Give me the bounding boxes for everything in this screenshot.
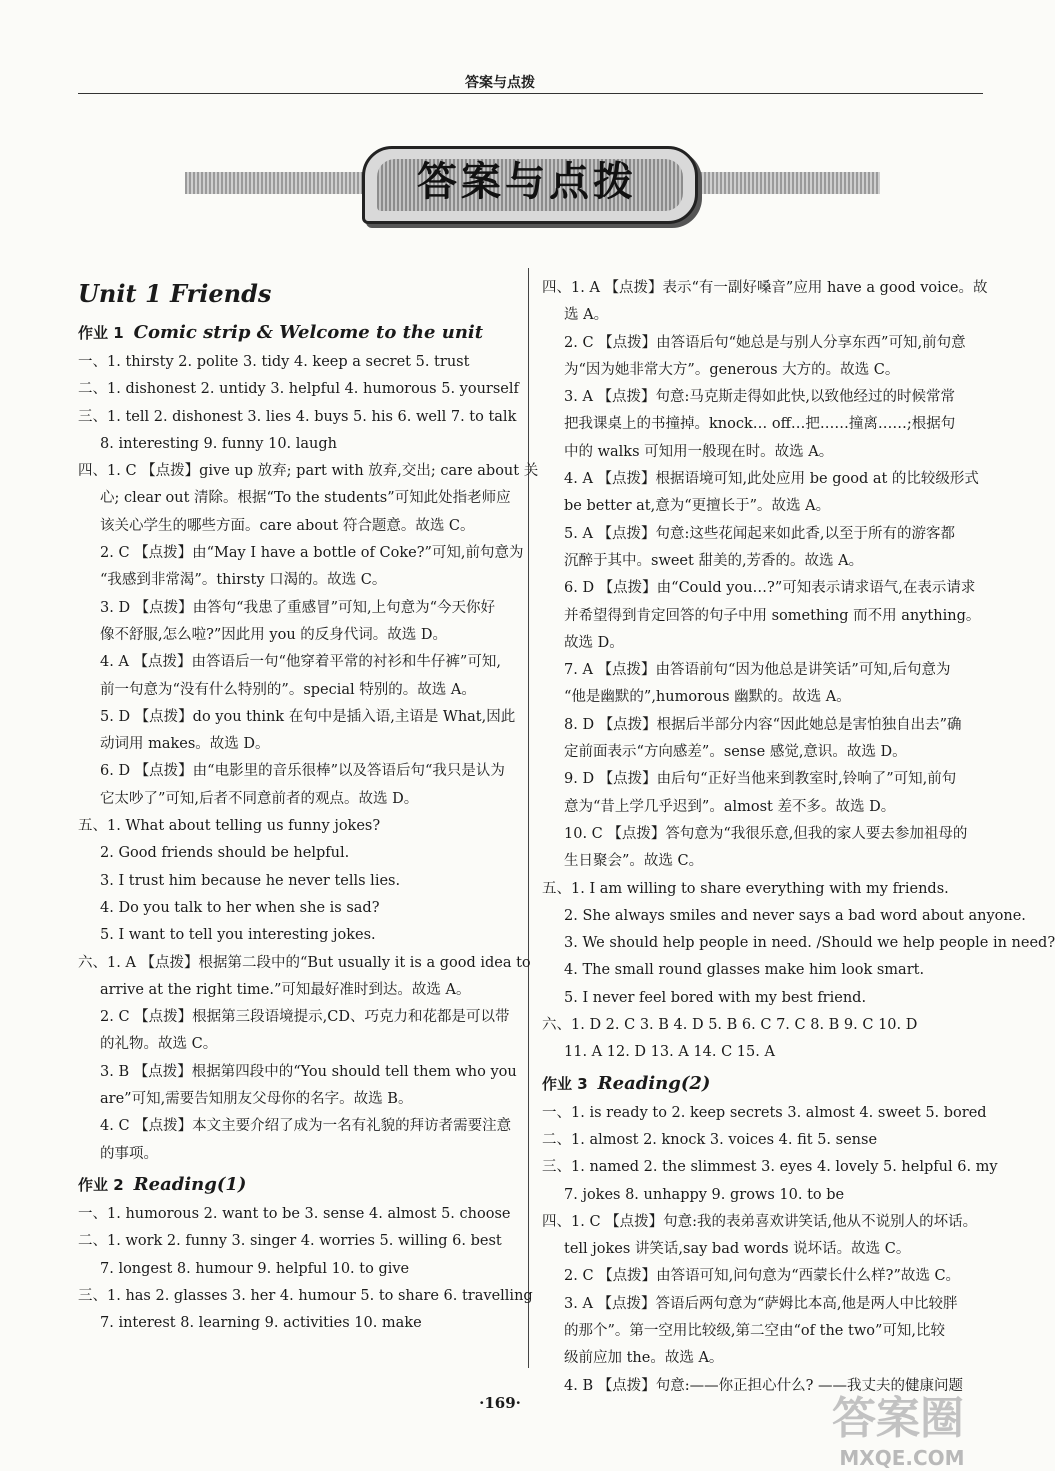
answer-line: 四、1. A 【点拨】表示“有一副好嗓音”应用 have a good voice。故 <box>542 280 988 296</box>
answer-line: 2. Good friends should be helpful. <box>100 845 350 862</box>
right-column <box>542 275 1055 1400</box>
answer-line: 它太吵了”可知,后者不同意前者的观点。故选 D。 <box>100 790 419 807</box>
homework-title: Comic strip & Welcome to the unit <box>133 322 484 343</box>
answer-line: 4. The small round glasses make him look smart. <box>564 962 925 979</box>
answer-line: 7. longest 8. humour 9. helpful 10. to give <box>100 1260 410 1277</box>
answer-line: 4. C 【点拨】本文主要介绍了成为一名有礼貌的拜访者需要注意 <box>100 1118 512 1135</box>
homework-number: 作业 3 <box>542 1074 588 1093</box>
answer-line: 4. A 【点拨】由答语后一句“他穿着平常的衬衫和牛仔裤”可知, <box>100 654 501 671</box>
answer-line: 四、1. C 【点拨】句意:我的表弟喜欢讲笑话,他从不说别人的坏话。 <box>542 1213 978 1230</box>
answer-line: 定前面表示“方向感差”。sense 感觉,意识。故选 D。 <box>564 744 907 761</box>
answer-line: 把我课桌上的书撞掉。knock… off…把……撞离……;根据句 <box>564 416 956 433</box>
answer-line: 三、1. tell 2. dishonest 3. lies 4. buys 5. his 6. well 7. to talk <box>78 408 517 425</box>
answer-line: 像不舒服,怎么啦?”因此用 you 的反身代词。故选 D。 <box>100 626 448 643</box>
answer-line: 8. D 【点拨】根据后半部分内容“因此她总是害怕独自出去”确 <box>564 716 962 733</box>
answer-line: 的那个”。第一空用比较级,第二空由“of the two”可知,比较 <box>564 1322 945 1339</box>
answer-line: 9. D 【点拨】由后句“正好当他来到教室时,铃响了”可知,前句 <box>564 771 957 788</box>
unit-title: Unit 1 Friends <box>78 279 272 308</box>
answer-line: 该关心学生的哪些方面。care about 符合题意。故选 C。 <box>100 517 475 534</box>
answer-line: 六、1. A 【点拨】根据第二段中的“But usually it is a good idea to <box>78 954 531 971</box>
answer-line: 一、1. thirsty 2. polite 3. tidy 4. keep a secret 5. trust <box>78 354 470 370</box>
answer-line: 5. I never feel bored with my best friend. <box>564 989 867 1006</box>
answer-line: 二、1. work 2. funny 3. singer 4. worries 5. willing 6. best <box>78 1233 502 1250</box>
homework-title: Reading(2) <box>597 1072 711 1094</box>
homework-number: 作业 2 <box>78 1175 124 1194</box>
answer-line: 六、1. D 2. C 3. B 4. D 5. B 6. C 7. C 8. B 9. C 10. D <box>542 1017 918 1034</box>
answer-line: 5. D 【点拨】do you think 在句中是插入语,主语是 What,因此 <box>100 708 516 725</box>
answer-line: 2. She always smiles and never says a bad word about anyone. <box>564 907 1026 924</box>
answer-line: 故选 D。 <box>564 634 624 651</box>
homework-title: Reading(1) <box>133 1173 247 1195</box>
answer-line: 4. B 【点拨】句意:——你正担心什么? ——我丈夫的健康问题 <box>564 1377 963 1394</box>
watermark-logo: 答案圈 <box>832 1393 964 1444</box>
header-rule <box>78 93 983 94</box>
page-number: ·169· <box>479 1394 521 1412</box>
homework-number: 作业 1 <box>78 324 124 342</box>
answer-line: 7. A 【点拨】由答语前句“因为他总是讲笑话”可知,后句意为 <box>564 662 951 679</box>
answer-line: 一、1. humorous 2. want to be 3. sense 4. almost 5. choose <box>78 1205 511 1222</box>
answer-line: 二、1. almost 2. knock 3. voices 4. fit 5. sense <box>542 1131 878 1148</box>
answer-line: 沉醉于其中。sweet 甜美的,芳香的。故选 A。 <box>564 552 864 569</box>
answer-line: 中的 walks 可知用一般现在时。故选 A。 <box>564 443 834 460</box>
answer-line: 四、1. C 【点拨】give up 放弃; part with 放弃,交出; care about 关 <box>78 463 539 480</box>
banner-left-bar <box>185 172 365 194</box>
answer-line: be better at,意为“更擅长于”。故选 A。 <box>564 498 831 515</box>
answer-line: 生日聚会”。故选 C。 <box>564 853 704 870</box>
homework-heading <box>542 1073 992 1094</box>
homework-heading <box>78 1174 520 1195</box>
answer-line: 6. D 【点拨】由“Could you…?”可知表示请求语气,在表示请求 <box>564 580 976 597</box>
answer-line: 7. interest 8. learning 9. activities 10. make <box>100 1315 422 1332</box>
watermark-url: MXQE.COM <box>839 1446 965 1470</box>
banner-right-bar <box>700 172 880 194</box>
running-header: 答案与点拨 <box>465 75 535 91</box>
answer-line: “他是幽默的”,humorous 幽默的。故选 A。 <box>564 689 851 706</box>
left-column <box>78 275 539 1337</box>
answer-line: 动词用 makes。故选 D。 <box>100 736 270 753</box>
answer-line: 6. D 【点拨】由“电影里的音乐很棒”以及答语后句“我只是认为 <box>100 763 505 780</box>
answer-line: 3. A 【点拨】答语后两句意为“萨姆比本高,他是两人中比较胖 <box>564 1295 958 1312</box>
answer-line: 五、1. What about telling us funny jokes? <box>78 818 381 835</box>
answer-line: 心; clear out 清除。根据“To the students”可知此处指老师应 <box>100 490 511 507</box>
answer-line: 7. jokes 8. unhappy 9. grows 10. to be <box>564 1186 845 1203</box>
answer-line: arrive at the right time.”可知最好准时到达。故选 A。 <box>100 981 471 998</box>
answer-line: 10. C 【点拨】答句意为“我很乐意,但我的家人要去参加祖母的 <box>564 825 968 842</box>
answer-line: 2. C 【点拨】由答语后句“她总是与别人分享东西”可知,前句意 <box>564 334 966 351</box>
answer-line: 三、1. has 2. glasses 3. her 4. humour 5. to share 6. travelling <box>78 1287 533 1304</box>
answer-line: 3. We should help people in need. /Should we help people in need? <box>564 935 1055 952</box>
answer-line: 五、1. I am willing to share everything with my friends. <box>542 880 949 897</box>
answer-line: tell jokes 讲笑话,say bad words 说坏话。故选 C。 <box>564 1241 911 1258</box>
answer-line: 3. I trust him because he never tells lies. <box>100 872 401 889</box>
homework-heading <box>78 322 520 343</box>
answer-line: 5. I want to tell you interesting jokes. <box>100 927 376 944</box>
answer-line: 选 A。 <box>564 307 609 324</box>
answer-line: 为“因为她非常大方”。generous 大方的。故选 C。 <box>564 361 900 378</box>
answer-line: 的事项。 <box>100 1145 158 1162</box>
banner-title: 答案与点拨 <box>417 159 637 205</box>
answer-line: 3. A 【点拨】句意:马克斯走得如此快,以致他经过的时候常常 <box>564 389 956 406</box>
answer-line: 意为“昔上学几乎迟到”。almost 差不多。故选 D。 <box>564 798 896 815</box>
answer-line: 3. B 【点拨】根据第四段中的“You should tell them who you <box>100 1063 517 1080</box>
answer-line: 2. C 【点拨】由“May I have a bottle of Coke?”可知,前句意为 <box>100 545 524 562</box>
answer-line: 并希望得到肯定回答的句子中用 something 而不用 anything。 <box>564 607 981 624</box>
answer-line: 3. D 【点拨】由答句“我患了重感冒”可知,上句意为“今天你好 <box>100 599 496 616</box>
answer-line: 4. A 【点拨】根据语境可知,此处应用 be good at 的比较级形式 <box>564 471 979 488</box>
answer-line: 2. C 【点拨】根据第三段语境提示,CD、巧克力和花都是可以带 <box>100 1009 510 1026</box>
answer-line: “我感到非常渴”。thirsty 口渴的。故选 C。 <box>100 572 387 589</box>
answer-line: 11. A 12. D 13. A 14. C 15. A <box>564 1044 775 1061</box>
answer-line: 二、1. dishonest 2. untidy 3. helpful 4. humorous 5. yourself <box>78 381 519 398</box>
answer-line: 8. interesting 9. funny 10. laugh <box>100 435 338 452</box>
answer-line: 4. Do you talk to her when she is sad? <box>100 899 380 916</box>
answer-line: 三、1. named 2. the slimmest 3. eyes 4. lovely 5. helpful 6. my <box>542 1159 998 1176</box>
answer-line: 一、1. is ready to 2. keep secrets 3. almost 4. sweet 5. bored <box>542 1104 987 1121</box>
answer-line: 级前应加 the。故选 A。 <box>564 1350 724 1367</box>
answer-line: 前一句意为“没有什么特别的”。special 特别的。故选 A。 <box>100 681 476 698</box>
answer-line: 的礼物。故选 C。 <box>100 1036 218 1053</box>
column-divider <box>528 268 529 1368</box>
answer-line: 2. C 【点拨】由答语可知,问句意为“西蒙长什么样?”故选 C。 <box>564 1268 961 1285</box>
answer-line: 5. A 【点拨】句意:这些花闻起来如此香,以至于所有的游客都 <box>564 525 956 542</box>
answer-line: are”可知,需要告知朋友父母你的名字。故选 B。 <box>100 1091 413 1108</box>
